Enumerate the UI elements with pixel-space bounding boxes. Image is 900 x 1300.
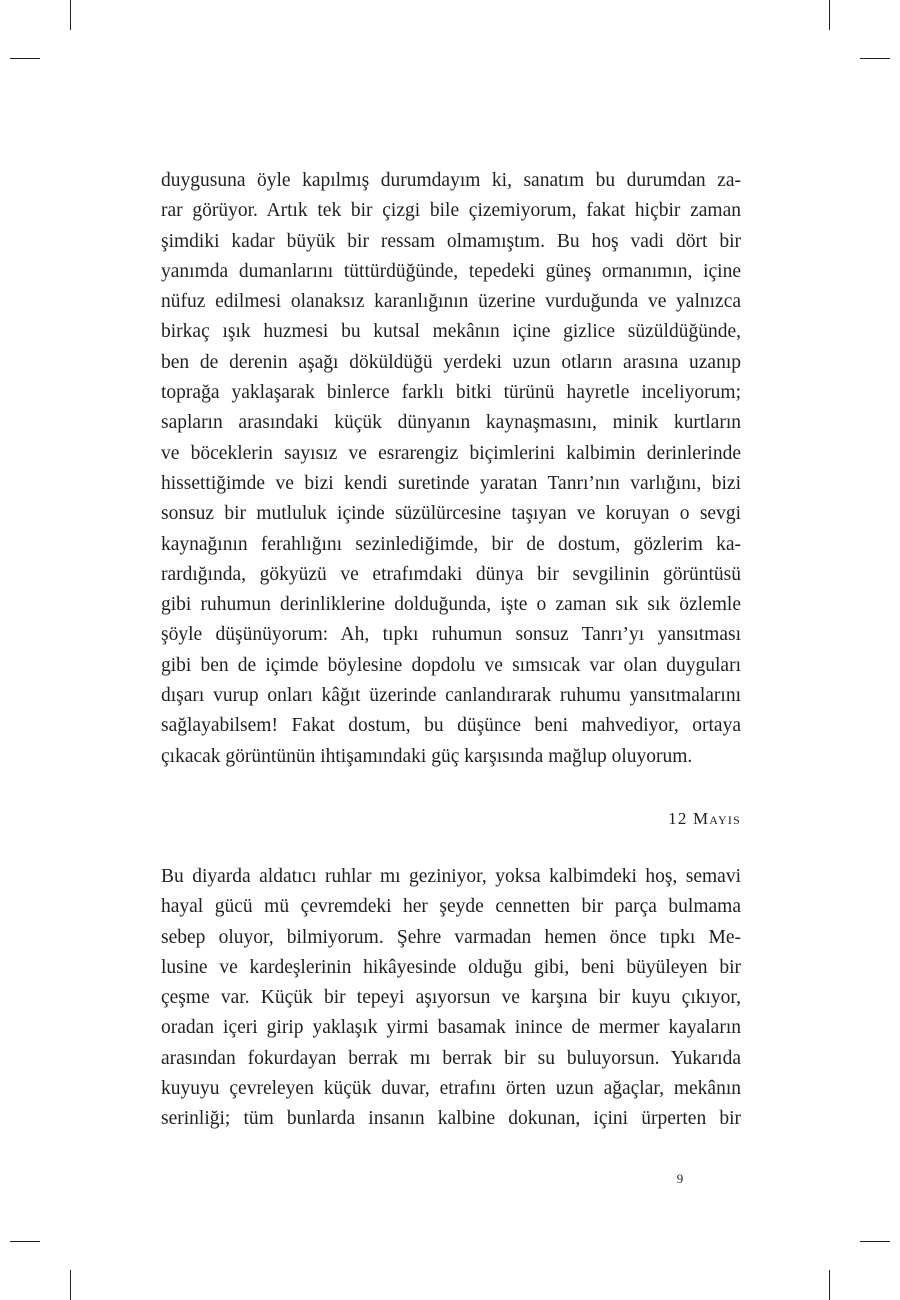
text-line: nüfuz edilmesi olanaksız karanlığının üzerine vurduğunda ve yalnızca: [161, 291, 741, 313]
text-line: çeşme var. Küçük bir tepeyi aşıyorsun ve karşına bir kuyu çıkıyor,: [161, 987, 741, 1009]
text-line: gibi ben de içimde böylesine dopdolu ve sımsıcak var olan duyguları: [161, 654, 741, 676]
crop-mark-top-right: [829, 0, 830, 30]
text-line: dışarı vurup onları kâğıt üzerinde canlandırarak ruhumu yansıtmalarını: [161, 685, 741, 707]
text-line: hayal gücü mü çevremdeki her şeyde cennetten bir parça bulmama: [161, 896, 741, 918]
page-number: 9: [676, 1171, 684, 1186]
text-line: birkaç ışık huzmesi bu kutsal mekânın içine gizlice süzüldüğünde,: [161, 321, 741, 343]
text-line: ben de derenin aşağı döküldüğü yerdeki uzun otların arasına uzanıp: [161, 351, 741, 373]
crop-mark-left-top: [10, 58, 40, 59]
text-line: duygusuna öyle kapılmış durumdayım ki, sanatım bu durumdan za-: [161, 170, 741, 191]
date-heading: 12 Mayıs: [668, 809, 741, 828]
text-line: sapların arasındaki küçük dünyanın kaynaşmasını, minik kurtların: [161, 412, 741, 434]
text-line: Bu diyarda aldatıcı ruhlar mı geziniyor, yoksa kalbimdeki hoş, semavi: [161, 866, 741, 887]
crop-mark-top-left: [70, 0, 71, 30]
text-line: hissettiğimde ve bizi kendi suretinde yaratan Tanrı’nın varlığını, bizi: [161, 472, 741, 494]
text-line: yanımda dumanlarını tüttürdüğünde, tepedeki güneş ormanımın, içine: [161, 260, 741, 282]
text-line: sonsuz bir mutluluk içinde süzülürcesine taşıyan ve koruyan o sevgi: [161, 503, 741, 525]
body-paragraph-1: [161, 166, 741, 772]
text-line: lusine ve kardeşlerinin hikâyesinde olduğu gibi, beni büyüleyen bir: [161, 956, 741, 978]
text-line: serinliği; tüm bunlarda insanın kalbine dokunan, içini ürperten bir: [161, 1108, 741, 1130]
text-line: ve böceklerin sayısız ve esrarengiz biçimlerini kalbimin derinlerinde: [161, 442, 741, 464]
text-line: kuyuyu çevreleyen küçük duvar, etrafını örten uzun ağaçlar, mekânın: [161, 1078, 741, 1100]
crop-mark-left-bottom: [10, 1241, 40, 1242]
text-line: arasından fokurdayan berrak mı berrak bir su buluyorsun. Yukarıda: [161, 1047, 741, 1069]
crop-mark-right-top: [860, 58, 890, 59]
crop-mark-bottom-left: [70, 1270, 71, 1300]
text-line: kaynağının ferahlığını sezinlediğimde, bir de dostum, gözlerim ka-: [161, 533, 741, 555]
text-line: gibi ruhumun derinliklerine dolduğunda, işte o zaman sık sık özlemle: [161, 594, 741, 616]
text-line: şimdiki kadar büyük bir ressam olmamıştım. Bu hoş vadi dört bir: [161, 230, 741, 252]
text-line: toprağa yaklaşarak binlerce farklı bitki türünü hayretle inceliyorum;: [161, 382, 741, 404]
text-line: rar görüyor. Artık tek bir çizgi bile çizemiyorum, fakat hiçbir zaman: [161, 200, 741, 222]
crop-mark-right-bottom: [860, 1241, 890, 1242]
crop-mark-bottom-right: [829, 1270, 830, 1300]
text-line: sebep oluyor, bilmiyorum. Şehre varmadan hemen önce tıpkı Me-: [161, 926, 741, 948]
body-paragraph-2: [161, 862, 741, 1135]
text-line: sağlayabilsem! Fakat dostum, bu düşünce beni mahvediyor, ortaya: [161, 715, 741, 737]
text-line: oradan içeri girip yaklaşık yirmi basamak inince de mermer kayaların: [161, 1017, 741, 1039]
text-line: şöyle düşünüyorum: Ah, tıpkı ruhumun sonsuz Tanrı’yı yansıtması: [161, 624, 741, 646]
text-line: rardığında, gökyüzü ve etrafımdaki dünya bir sevgilinin görüntüsü: [161, 563, 741, 585]
text-line: çıkacak görüntünün ihtişamındaki güç karşısında mağlup oluyorum.: [161, 745, 693, 767]
